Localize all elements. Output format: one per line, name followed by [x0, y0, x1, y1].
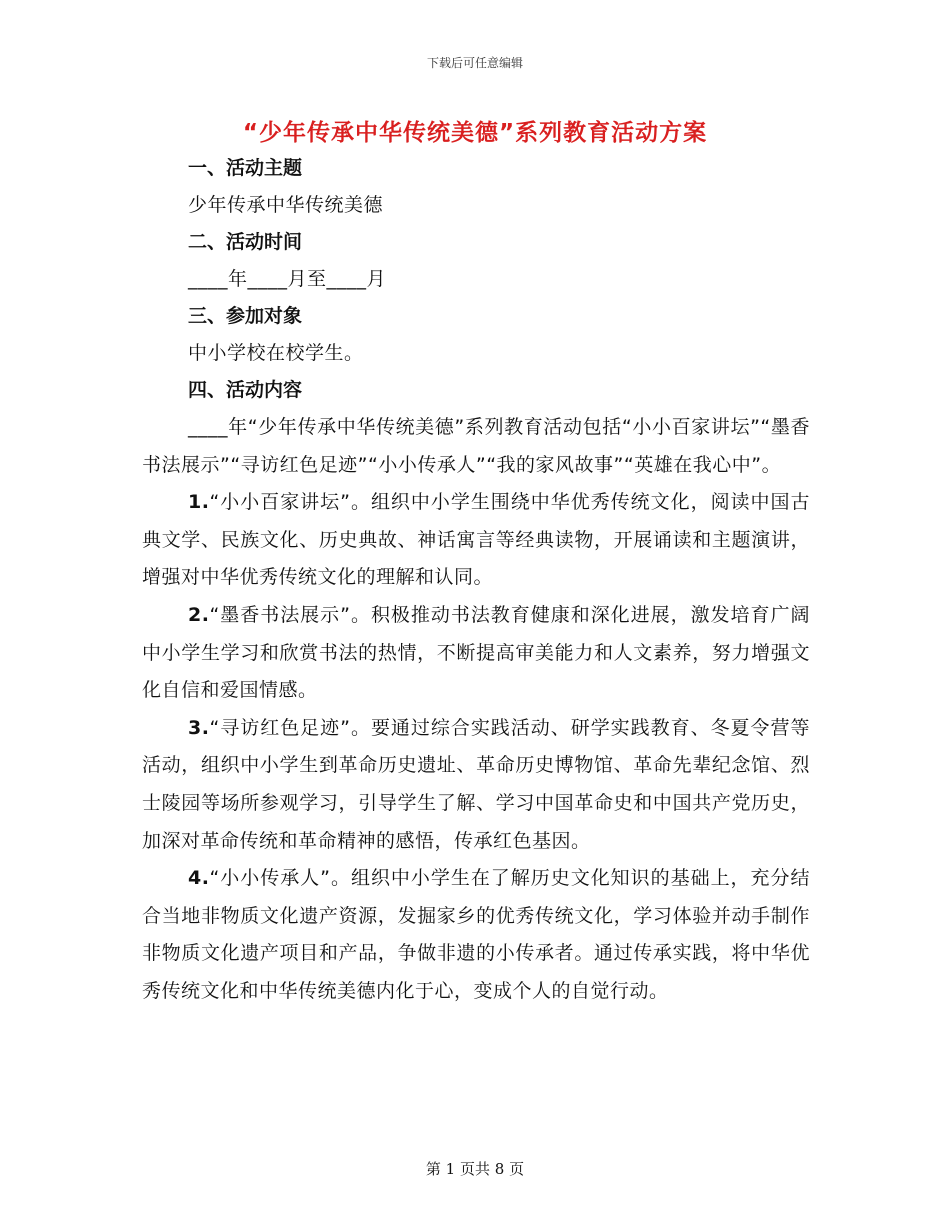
- section-text-time: ____年____月至____月: [188, 268, 387, 290]
- item-text: “小小百家讲坛”。组织中小学生围绕中华优秀传统文化，阅读中国古典文学、民族文化、历史典故、神话寓言等经典读物，开展诵读和主题演讲，增强对中华优秀传统文化的理解和认同。: [142, 491, 810, 589]
- item-text: “墨香书法展示”。积极推动书法教育健康和深化进展，激发培育广阔中小学生学习和欣赏书法的热情，不断提高审美能力和人文素养，努力增强文化自信和爱国情感。: [142, 603, 810, 702]
- header-note: 下载后可任意编辑: [426, 56, 523, 70]
- section-text-participants: 中小学校在校学生。: [188, 342, 364, 364]
- item-number: 3.: [188, 716, 210, 739]
- intro-paragraph: ____年“少年传承中华传统美德”系列教育活动包括“小小百家讲坛”“墨香书法展示”“寻访红色足迹”“小小传承人”“我的家风故事”“英雄在我心中”。: [142, 416, 810, 476]
- item-number: 4.: [188, 867, 210, 890]
- list-item: [142, 710, 810, 860]
- section-heading-theme: 一、活动主题: [188, 157, 303, 179]
- item-number: 1.: [188, 491, 210, 514]
- document-body: [142, 150, 810, 1011]
- item-text: “小小传承人”。组织中小学生在了解历史文化知识的基础上，充分结合当地非物质文化遗产资源，发掘家乡的优秀传统文化，学习体验并动手制作非物质文化遗产项目和产品，争做非遗的小传承者。通过传承实践，将中华优秀传统文化和中华传统美德内化于心，变成个人的自觉行动。: [142, 867, 810, 1002]
- list-item: [142, 484, 810, 597]
- section-heading-content: 四、活动内容: [188, 379, 303, 401]
- section-heading-participants: 三、参加对象: [188, 305, 303, 327]
- list-item: [142, 860, 810, 1010]
- page-footer: 第 1 页共 8 页: [425, 1160, 525, 1178]
- section-heading-time: 二、活动时间: [188, 231, 303, 253]
- section-text-theme: 少年传承中华传统美德: [188, 194, 384, 216]
- item-number: 2.: [188, 603, 210, 626]
- document-title: “少年传承中华传统美德”系列教育活动方案: [242, 120, 708, 146]
- item-text: “寻访红色足迹”。要通过综合实践活动、研学实践教育、冬夏令营等活动，组织中小学生到革命历史遗址、革命历史博物馆、革命先辈纪念馆、烈士陵园等场所参观学习，引导学生了解、学习中国革命史和中国共产党历史，加深对革命传统和革命精神的感悟，传承红色基因。: [142, 716, 810, 852]
- list-item: [142, 597, 810, 710]
